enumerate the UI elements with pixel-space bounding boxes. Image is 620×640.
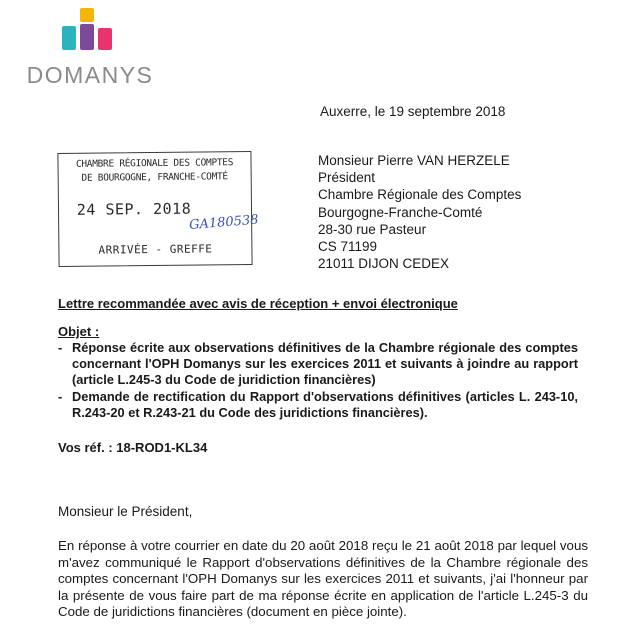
list-dash: - — [58, 388, 63, 404]
objet-item — [58, 340, 578, 389]
stamp-line-2: DE BOURGOGNE, FRANCHE-COMTÉ — [81, 171, 228, 184]
stamp-line-1: CHAMBRE RÉGIONALE DES COMPTES — [75, 157, 234, 170]
stamp-date: 24 SEP. 2018 — [76, 199, 192, 219]
objet-suffix: : — [91, 324, 100, 339]
delivery-mode: Lettre recommandée avec avis de réception + envoi électronique — [58, 296, 458, 311]
objet-item-text: Réponse écrite aux observations définitives de la Chambre régionale des comptes concernant l'OPH Domanys sur les exercices 2011 et suivants à joindre au rapport (article L.245-3 du Code de juridiction financières) — [72, 340, 578, 388]
recipient-line: Président — [318, 170, 376, 186]
stamp-reference: GA180538 — [188, 212, 260, 234]
domanys-logo — [10, 8, 170, 88]
logo-text: DOMANYS — [26, 62, 154, 88]
objet-heading — [58, 324, 99, 339]
salutation: Monsieur le Président, — [58, 504, 193, 519]
list-dash: - — [58, 340, 63, 355]
objet-list — [58, 340, 578, 421]
recipient-line: Chambre Régionale des Comptes — [318, 187, 522, 203]
recipient-line: Bourgogne-Franche-Comté — [318, 204, 483, 220]
objet-item-text: Demande de rectification du Rapport d'observations définitives (articles L. 243-10, R.243-20 et R.243-21 du Code des juridictions financières). — [72, 388, 578, 420]
vos-ref: Vos réf. : 18-ROD1-KL34 — [58, 440, 208, 455]
reception-stamp — [57, 151, 260, 267]
objet-label: Objet — [58, 324, 92, 339]
logo-mark-icon — [58, 8, 122, 52]
objet-item — [58, 389, 578, 421]
body-paragraph: En réponse à votre courrier en date du 20 août 2018 reçu le 21 août 2018 par lequel vous m'avez communiqué le Rapport d'observations définitives de la Chambre régionale des comptes concernant l'OPH Domanys sur les exercices 2011 et suivants, j'ai l'honneur par la présente de vous faire part de ma réponse écrite en application de l'article L.245-3 du Code de juridictions financières (document en pièce jointe). — [58, 538, 588, 619]
recipient-line: Monsieur Pierre VAN HERZELE — [318, 153, 510, 168]
recipient-address — [318, 152, 521, 272]
recipient-line: 28-30 rue Pasteur — [318, 221, 427, 237]
recipient-line: CS 71199 — [318, 239, 378, 255]
stamp-registry: ARRIVÉE - GREFFE — [98, 242, 213, 257]
letter-date: Auxerre, le 19 septembre 2018 — [320, 104, 506, 119]
recipient-line: 21011 DIJON CEDEX — [318, 256, 450, 272]
